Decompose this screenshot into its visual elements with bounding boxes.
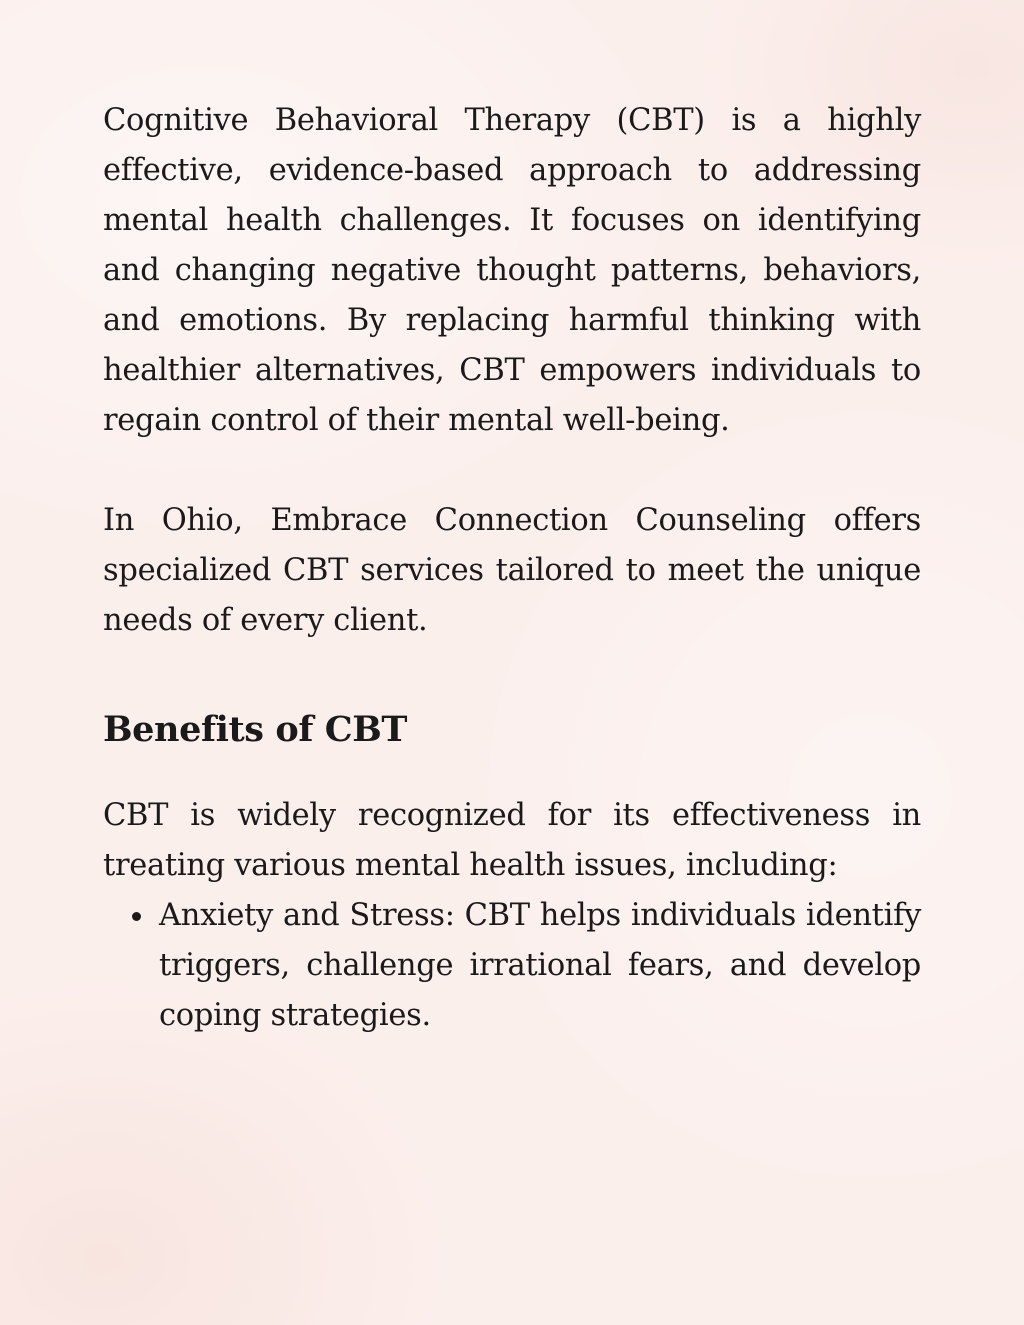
list-item [159,891,921,1041]
section-intro: CBT is widely recognized for its effectiveness in treating various mental health issues, including: [103,798,921,883]
section-heading: Benefits of CBT [103,709,408,750]
bullet-icon [132,912,141,921]
ohio-paragraph: In Ohio, Embrace Connection Counseling offers specialized CBT services tailored to meet the unique needs of every client. [103,503,921,638]
benefits-list [103,891,921,1041]
document-page [103,96,921,1041]
intro-paragraph: Cognitive Behavioral Therapy (CBT) is a highly effective, evidence-based approach to addressing mental health challenges. It focuses on identifying and changing negative thought patterns, behaviors, and emotions. By replacing harmful thinking with healthier alternatives, CBT empowers individuals to regain control of their mental well-being. [103,103,921,438]
list-item-text: Anxiety and Stress: CBT helps individuals identify triggers, challenge irrational fears, and develop coping strategies. [159,898,921,1033]
